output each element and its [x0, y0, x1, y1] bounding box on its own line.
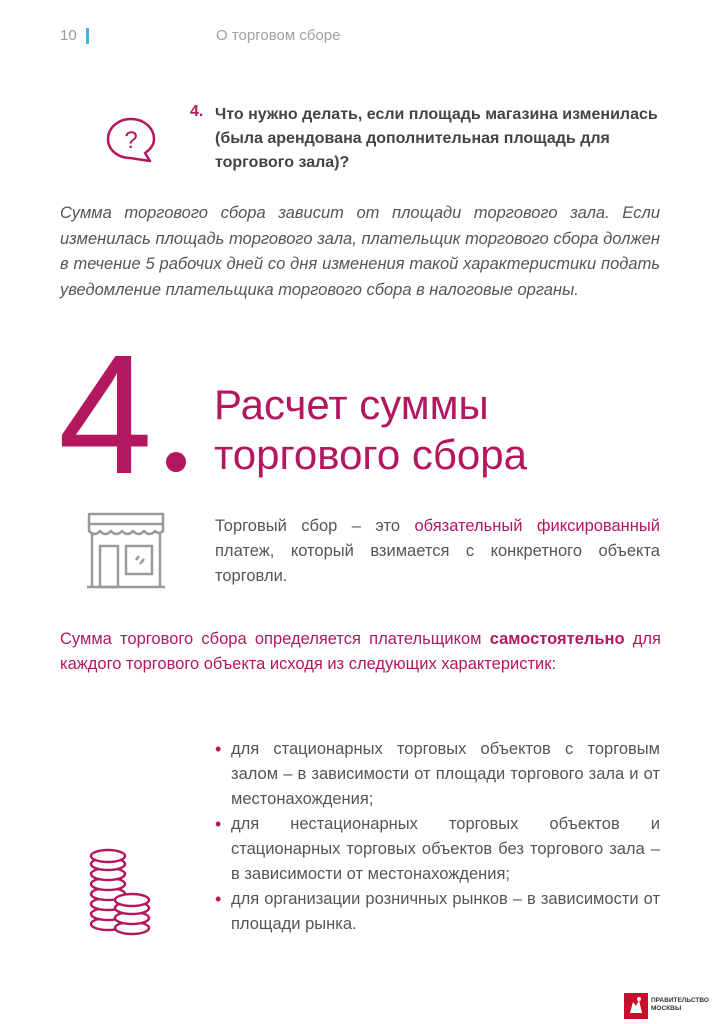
section-number: 4 — [58, 320, 149, 510]
answer-paragraph: Сумма торгового сбора зависит от площади торгового зала. Если изменилась площадь торгового зала, плательщик торгового сбора должен в течение 5 рабочих дней со дня изменения такой характеристики подать уведомление плательщика торгового сбора в налоговые органы. — [60, 204, 660, 299]
logo-text — [651, 997, 709, 1013]
coins-stack-icon — [88, 848, 152, 938]
section-title-line-1: Расчет суммы — [214, 381, 489, 428]
definition-text-1: Торговый сбор – это — [215, 517, 415, 535]
question-number: 4. — [190, 103, 204, 120]
definition-accent: обязательный фиксированный — [414, 517, 660, 535]
question-text: Что нужно делать, если площадь магазина изменилась (была арендована дополнительная площадь для торгового зала)? — [215, 106, 658, 171]
section-number-dot — [166, 452, 186, 472]
moscow-government-logo — [624, 993, 648, 1019]
intro-text-1: Сумма торгового сбора определяется плательщиком — [60, 630, 490, 648]
logo-text-line-1: ПРАВИТЕЛЬСТВО — [651, 997, 709, 1004]
intro-text-2: для каждого торгового объекта исходя из следующих характеристик: — [60, 630, 661, 673]
header-divider — [86, 28, 89, 44]
list-item: • для нестационарных торговых объектов и стационарных торговых объектов без торгового зала – в зависимости от местонахождения; — [215, 812, 660, 887]
characteristics-list — [215, 737, 660, 937]
logo-text-line-2: МОСКВЫ — [651, 1005, 682, 1012]
running-header-title: О торговом сборе — [216, 27, 341, 44]
definition-text-2: платеж, который взимается с конкретного объекта торговли. — [215, 542, 660, 585]
definition-paragraph — [215, 514, 660, 589]
section-title — [214, 380, 527, 480]
list-item: • для организации розничных рынков – в зависимости от площади рынка. — [215, 887, 660, 937]
section-title-line-2: торгового сбора — [214, 431, 527, 478]
page-number: 10 — [60, 27, 77, 44]
question-bubble-icon — [104, 116, 158, 164]
store-icon — [86, 512, 166, 590]
list-item: • для стационарных торговых объектов с торговым залом – в зависимости от площади торгового зала и от местонахождения; — [215, 737, 660, 812]
intro-paragraph — [60, 627, 661, 677]
svg-text:?: ? — [124, 127, 138, 154]
intro-bold: самостоятельно — [489, 630, 625, 648]
